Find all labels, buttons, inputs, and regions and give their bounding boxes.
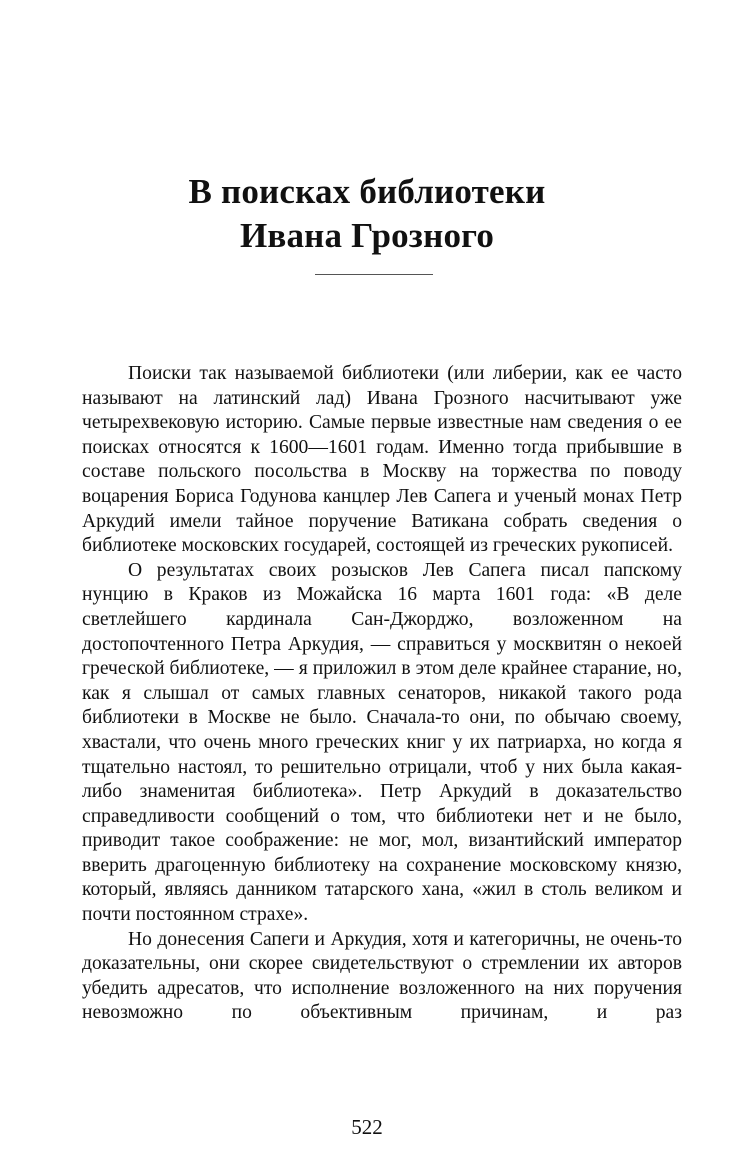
body-text bbox=[82, 362, 682, 1026]
paragraph: Но донесения Сапеги и Аркудия, хотя и категоричны, не очень-то доказательны, они скорее свидетельствуют о стремлении их авторов убедить адресатов, что исполнение возложенного на них поручения невозможно по объективным причинам, и раз bbox=[82, 928, 682, 1024]
title-divider bbox=[315, 274, 433, 275]
paragraph: Поиски так называемой библиотеки (или либерии, как ее часто называют на латинский лад) Ивана Грозного насчитывают уже четырехвековую историю. Самые первые известные нам сведения о ее поисках относятся к 1600—1601 годам. Именно тогда прибывшие в составе польского посольства в Москву на торжества по поводу воцарения Бориса Годунова канцлер Лев Сапега и ученый монах Петр Аркудий имели тайное поручение Ватикана собрать сведения о библиотеке московских государей, состоящей из греческих рукописей. bbox=[82, 363, 682, 557]
chapter-title bbox=[0, 170, 734, 258]
chapter-title-line-2: Ивана Грозного bbox=[239, 216, 495, 255]
chapter-title-line-1: В поисках библиотеки bbox=[188, 172, 546, 211]
paragraph: О результатах своих розысков Лев Сапега писал папскому нунцию в Краков из Можайска 16 марта 1601 года: «В деле светлейшего кардинала Сан-Джорджо, возложенном на достопочтенного Петра Аркудия, — справиться у москвитян о некоей греческой библиотеке, — я приложил в этом деле крайнее старание, но, как я слышал от самых главных сенаторов, никакой такого рода библиотеки в Москве не было. Сначала-то они, по обычаю своему, хвастали, что очень много греческих книг у их патриарха, но когда я тщательно настоял, то решительно отрицали, чтоб у них была какая-либо знаменитая библиотека». Петр Аркудий в доказательство справедливости сообщений о том, что библиотеки нет и не было, приводит такое соображение: не мог, мол, византийский император вверить драгоценную библиотеку на сохранение московскому князю, который, являясь данником татарского хана, «жил в столь великом и почти постоянном страхе». bbox=[82, 559, 682, 926]
page-number: 522 bbox=[351, 1115, 383, 1139]
